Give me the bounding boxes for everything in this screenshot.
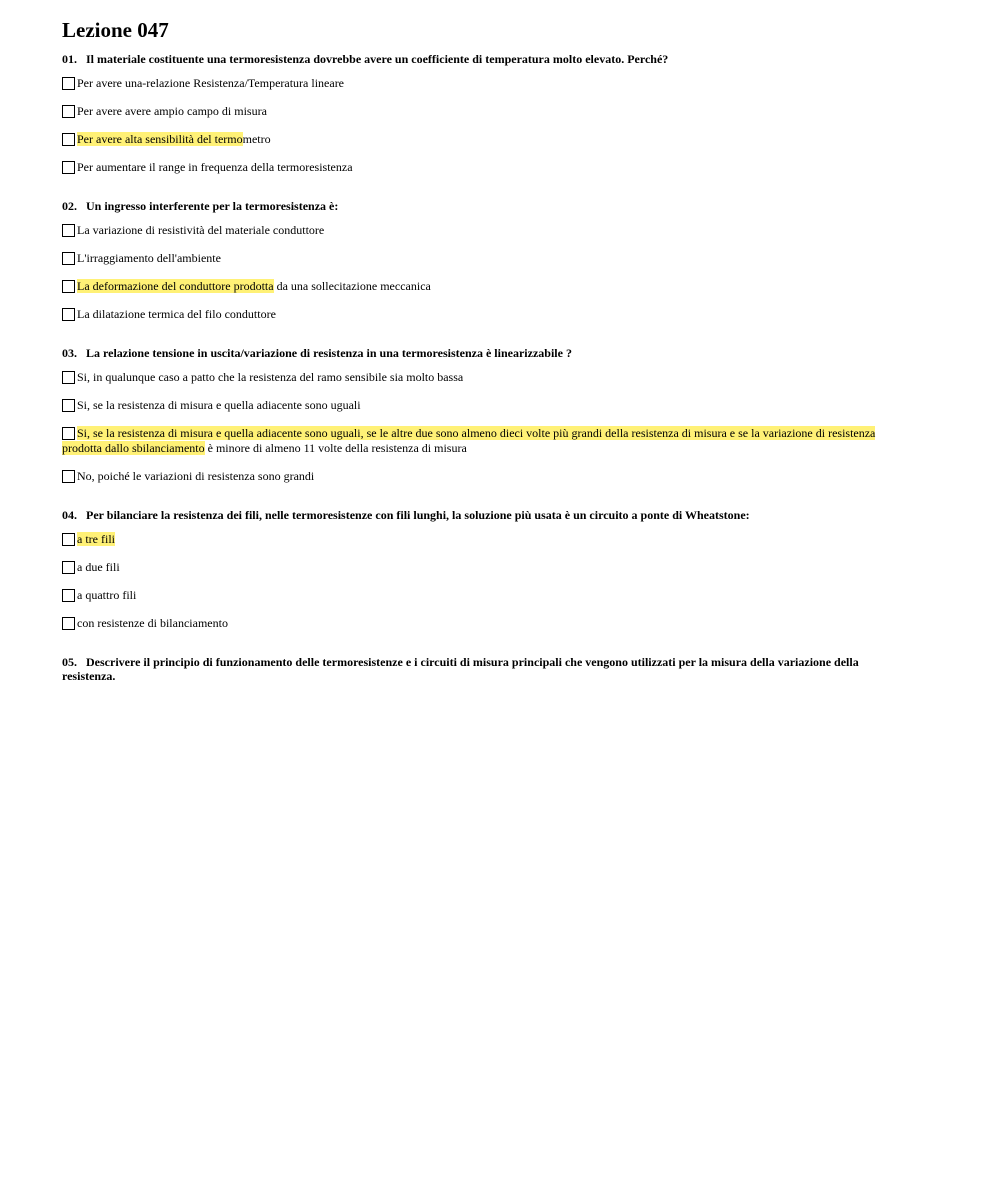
question-01 <box>62 52 912 175</box>
document-page <box>62 0 912 683</box>
answer-checkbox[interactable] <box>62 561 75 574</box>
question-label: Un ingresso interferente per la termoresistenza è: <box>86 199 339 213</box>
answer-checkbox[interactable] <box>62 427 75 440</box>
question-label: Per bilanciare la resistenza dei fili, nelle termoresistenze con fili lunghi, la soluzione più usata è un circuito a ponte di Wheatstone: <box>86 508 750 522</box>
answer-option <box>62 560 912 575</box>
question-04 <box>62 508 912 631</box>
answer-text: a quattro fili <box>77 588 137 602</box>
answer-text: Si, in qualunque caso a patto che la resistenza del ramo sensibile sia molto bassa <box>77 370 464 384</box>
answer-text: L'irraggiamento dell'ambiente <box>77 251 221 265</box>
answer-text: da una sollecitazione meccanica <box>273 279 431 293</box>
question-text <box>62 52 912 66</box>
answer-option <box>62 132 912 147</box>
answer-text: Per avere una-relazione Resistenza/Temperatura lineare <box>77 76 345 90</box>
answer-checkbox[interactable] <box>62 617 75 630</box>
answer-option <box>62 251 912 266</box>
question-05 <box>62 655 912 683</box>
answer-list <box>62 532 912 631</box>
answer-option <box>62 426 912 456</box>
answer-option <box>62 532 912 547</box>
answer-highlight: Per avere alta sensibilità del termo <box>77 132 243 146</box>
answer-highlight: a tre fili <box>77 532 115 546</box>
answer-text: Per avere avere ampio campo di misura <box>77 104 267 118</box>
answer-option <box>62 398 912 413</box>
answer-option <box>62 469 912 484</box>
answer-option <box>62 76 912 91</box>
answer-highlight: Si, se la resistenza di misura e quella adiacente sono uguali, se le altre due sono almeno dieci volte più grandi della resistenza di misura e se la variazione di resistenza prodotta dallo sbilanciamento <box>62 426 876 455</box>
answer-option <box>62 223 912 238</box>
answer-option <box>62 279 912 294</box>
question-02 <box>62 199 912 322</box>
lesson-title: Lezione 047 <box>62 18 169 42</box>
answer-text: metro <box>242 132 271 146</box>
question-label: Descrivere il principio di funzionamento delle termoresistenze e i circuiti di misura principali che vengono utilizzati per la misura della variazione della resistenza. <box>62 655 859 683</box>
answer-checkbox[interactable] <box>62 105 75 118</box>
question-text <box>62 508 912 522</box>
answer-text: è minore di almeno 11 volte della resistenza di misura <box>204 441 467 455</box>
question-number: 05. <box>62 655 77 669</box>
answer-option <box>62 307 912 322</box>
question-label: La relazione tensione in uscita/variazione di resistenza in una termoresistenza è linearizzabile ? <box>86 346 572 360</box>
answer-option <box>62 370 912 385</box>
question-number: 02. <box>62 199 77 213</box>
answer-checkbox[interactable] <box>62 371 75 384</box>
answer-checkbox[interactable] <box>62 133 75 146</box>
answer-option <box>62 104 912 119</box>
answer-list <box>62 370 912 484</box>
answer-text: a due fili <box>77 560 120 574</box>
answer-text: Si, se la resistenza di misura e quella adiacente sono uguali <box>77 398 361 412</box>
question-text <box>62 199 912 213</box>
answer-highlight: La deformazione del conduttore prodotta <box>77 279 274 293</box>
question-text <box>62 655 912 683</box>
answer-checkbox[interactable] <box>62 252 75 265</box>
question-label: Il materiale costituente una termoresistenza dovrebbe avere un coefficiente di temperatura molto elevato. Perché? <box>86 52 669 66</box>
answer-text: con resistenze di bilanciamento <box>77 616 228 630</box>
answer-option <box>62 588 912 603</box>
answer-checkbox[interactable] <box>62 224 75 237</box>
answer-list <box>62 76 912 175</box>
answer-checkbox[interactable] <box>62 589 75 602</box>
answer-checkbox[interactable] <box>62 280 75 293</box>
answer-text: No, poiché le variazioni di resistenza sono grandi <box>77 469 315 483</box>
answer-list <box>62 223 912 322</box>
answer-checkbox[interactable] <box>62 399 75 412</box>
answer-text: La variazione di resistività del materiale conduttore <box>77 223 325 237</box>
question-number: 04. <box>62 508 77 522</box>
answer-option <box>62 616 912 631</box>
question-text <box>62 346 912 360</box>
answer-option <box>62 160 912 175</box>
answer-checkbox[interactable] <box>62 533 75 546</box>
question-03 <box>62 346 912 484</box>
answer-checkbox[interactable] <box>62 308 75 321</box>
answer-text: Per aumentare il range in frequenza della termoresistenza <box>77 160 353 174</box>
answer-checkbox[interactable] <box>62 470 75 483</box>
question-number: 01. <box>62 52 77 66</box>
answer-text: La dilatazione termica del filo conduttore <box>77 307 276 321</box>
answer-checkbox[interactable] <box>62 161 75 174</box>
answer-checkbox[interactable] <box>62 77 75 90</box>
question-number: 03. <box>62 346 77 360</box>
